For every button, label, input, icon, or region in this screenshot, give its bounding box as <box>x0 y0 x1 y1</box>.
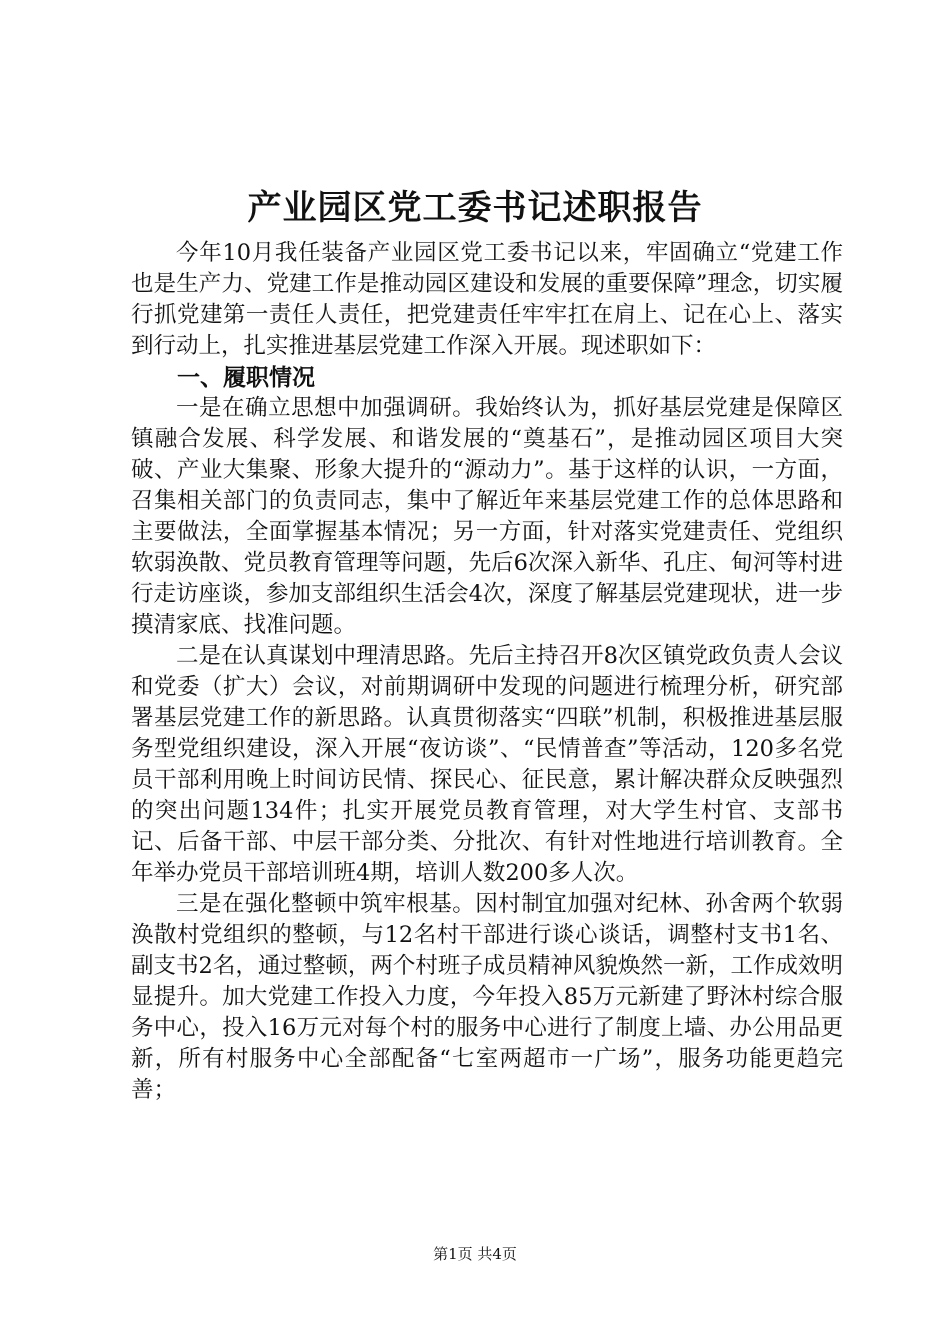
intro-paragraph: 今年10月我任装备产业园区党工委书记以来，牢固确立“党建工作也是生产力、党建工作是推动园区建设和发展的重要保障”理念，切实履行抓党建第一责任人责任，把党建责任牢牢扛在肩上、记在心上、落实到行动上，扎实推进基层党建工作深入开展。现述职如下： <box>131 240 843 359</box>
page-footer: 第1页 共4页 <box>433 1245 517 1263</box>
paragraph-research: 一是在确立思想中加强调研。我始终认为，抓好基层党建是保障区镇融合发展、科学发展、和谐发展的“奠基石”，是推动园区项目大突破、产业大集聚、形象大提升的“源动力”。基于这样的认识，一方面，召集相关部门的负责同志，集中了解近年来基层党建工作的总体思路和主要做法，全面掌握基本情况；另一方面，针对落实党建责任、党组织软弱涣散、党员教育管理等问题，先后6次深入新华、孔庄、甸河等村进行走访座谈，参加支部组织生活会4次，深度了解基层党建现状，进一步摸清家底、找准问题。 <box>131 395 843 638</box>
section-heading: 一、履职情况 <box>177 364 315 391</box>
paragraph-rectification: 三是在强化整顿中筑牢根基。因村制宜加强对纪林、孙舍两个软弱涣散村党组织的整顿，与12名村干部进行谈心谈话，调整村支书1名、副支书2名，通过整顿，两个村班子成员精神风貌焕然一新，工作成效明显提升。加大党建工作投入力度，今年投入85万元新建了野沐村综合服务中心，投入16万元对每个村的服务中心进行了制度上墙、办公用品更新，所有村服务中心全部配备“七室两超市一广场”，服务功能更趋完善； <box>131 891 843 1103</box>
paragraph-planning: 二是在认真谋划中理清思路。先后主持召开8次区镇党政负责人会议和党委（扩大）会议，对前期调研中发现的问题进行梳理分析，研究部署基层党建工作的新思路。认真贯彻落实“四联”机制，积极推进基层服务型党组织建设，深入开展“夜访谈”、“民情普查”等活动，120多名党员干部利用晚上时间访民情、探民心、征民意，累计解决群众反映强烈的突出问题134件；扎实开展党员教育管理，对大学生村官、支部书记、后备干部、中层干部分类、分批次、有针对性地进行培训教育。全年举办党员干部培训班4期，培训人数200多人次。 <box>131 643 843 886</box>
document-body <box>131 238 843 1106</box>
document-title: 产业园区党工委书记述职报告 <box>247 188 703 228</box>
